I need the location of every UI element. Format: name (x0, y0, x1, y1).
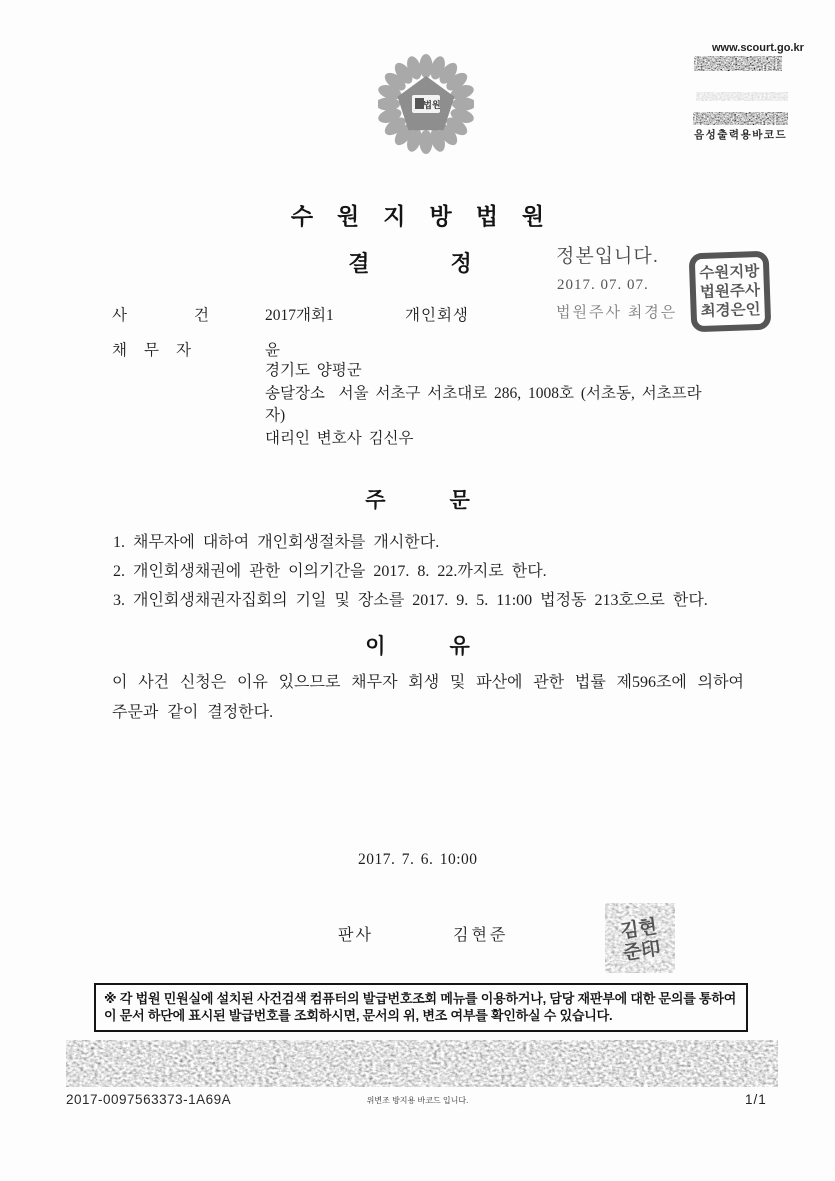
address-line: 경기도 양평군 (265, 362, 362, 379)
debtor-label: 채무자 (112, 342, 208, 359)
decision-datetime: 2017. 7. 6. 10:00 (358, 851, 478, 868)
judge-stamp-row: 준印 (621, 938, 662, 965)
court-square-seal-stamp-icon (688, 251, 772, 333)
order-item: 2. 개인회생채권에 관한 이의기간을 2017. 8. 22.까지로 한다. (113, 563, 547, 580)
representative-line: 대리인 변호사 김신우 (265, 429, 414, 447)
issue-number: 2017-0097563373-1A69A (66, 1092, 232, 1107)
court-stamp-row: 법원주사 (699, 282, 759, 302)
anti-forgery-barcode (66, 1040, 778, 1087)
reason-body: 이 사건 신청은 이유 있으므로 채무자 회생 및 파산에 관한 법률 제596조에 의하여 주문과 같이 결정한다. (112, 674, 744, 721)
address-line: 송달장소 서울 서초구 서초대로 286, 1008호 (서초동, 서초프라 (265, 384, 702, 402)
faded-barcode (696, 92, 788, 101)
voice-output-barcode (693, 112, 788, 125)
order-item: 3. 개인회생채권자집회의 기일 및 장소를 2017. 9. 5. 11:00 법정동 213호으로 한다. (113, 592, 708, 609)
judge-name: 김현준 (453, 927, 509, 944)
case-label: 사건 (112, 307, 276, 324)
order-item: 1. 채무자에 대하여 개인회생절차를 개시한다. (113, 534, 440, 551)
address-line: 자) (265, 407, 286, 424)
case-number: 2017개회1 (265, 307, 334, 324)
voice-barcode-label: 음성출력용바코드 (694, 129, 788, 141)
order-section-heading: 주문 (365, 489, 534, 512)
case-type: 개인회생 (405, 307, 469, 324)
website-barcode (694, 56, 782, 71)
court-name-title: 수원지방법원 (290, 203, 569, 229)
barcode-caption: 위변조 방지용 바코드 입니다. (366, 1096, 469, 1105)
court-emblem-icon (378, 50, 474, 156)
court-clerk-name: 법원주사 최경은 (556, 305, 678, 321)
court-stamp-row: 최경은인 (700, 301, 759, 321)
emblem-text: 법원 (423, 100, 441, 110)
page-indicator: 1/1 (745, 1092, 767, 1107)
verification-notice-box: ※ 각 법원 민원실에 설치된 사건검색 컴퓨터의 발급번호조회 메뉴를 이용하거나, 담당 재판부에 대한 문의를 통하여 이 문서 하단에 표시된 발급번호를 조회하시면, 문서의 위, 변조 여부를 확인하실 수 있습니다. (94, 983, 748, 1032)
reason-section-heading: 이유 (365, 635, 534, 658)
judge-label: 판사 (338, 927, 373, 944)
order-list (113, 528, 708, 615)
debtor-address-block (265, 360, 702, 450)
court-website-url: www.scourt.go.kr (712, 42, 804, 54)
debtor-name: 윤 (265, 342, 280, 359)
court-stamp-row: 수원지방 (699, 263, 758, 283)
certification-date: 2017. 07. 07. (557, 277, 649, 293)
certified-copy-label: 정본입니다. (556, 246, 660, 267)
document-type-title: 결정 (348, 251, 553, 276)
judge-round-seal-stamp-icon (601, 899, 679, 977)
judge-stamp-row: 김현 (619, 916, 659, 943)
